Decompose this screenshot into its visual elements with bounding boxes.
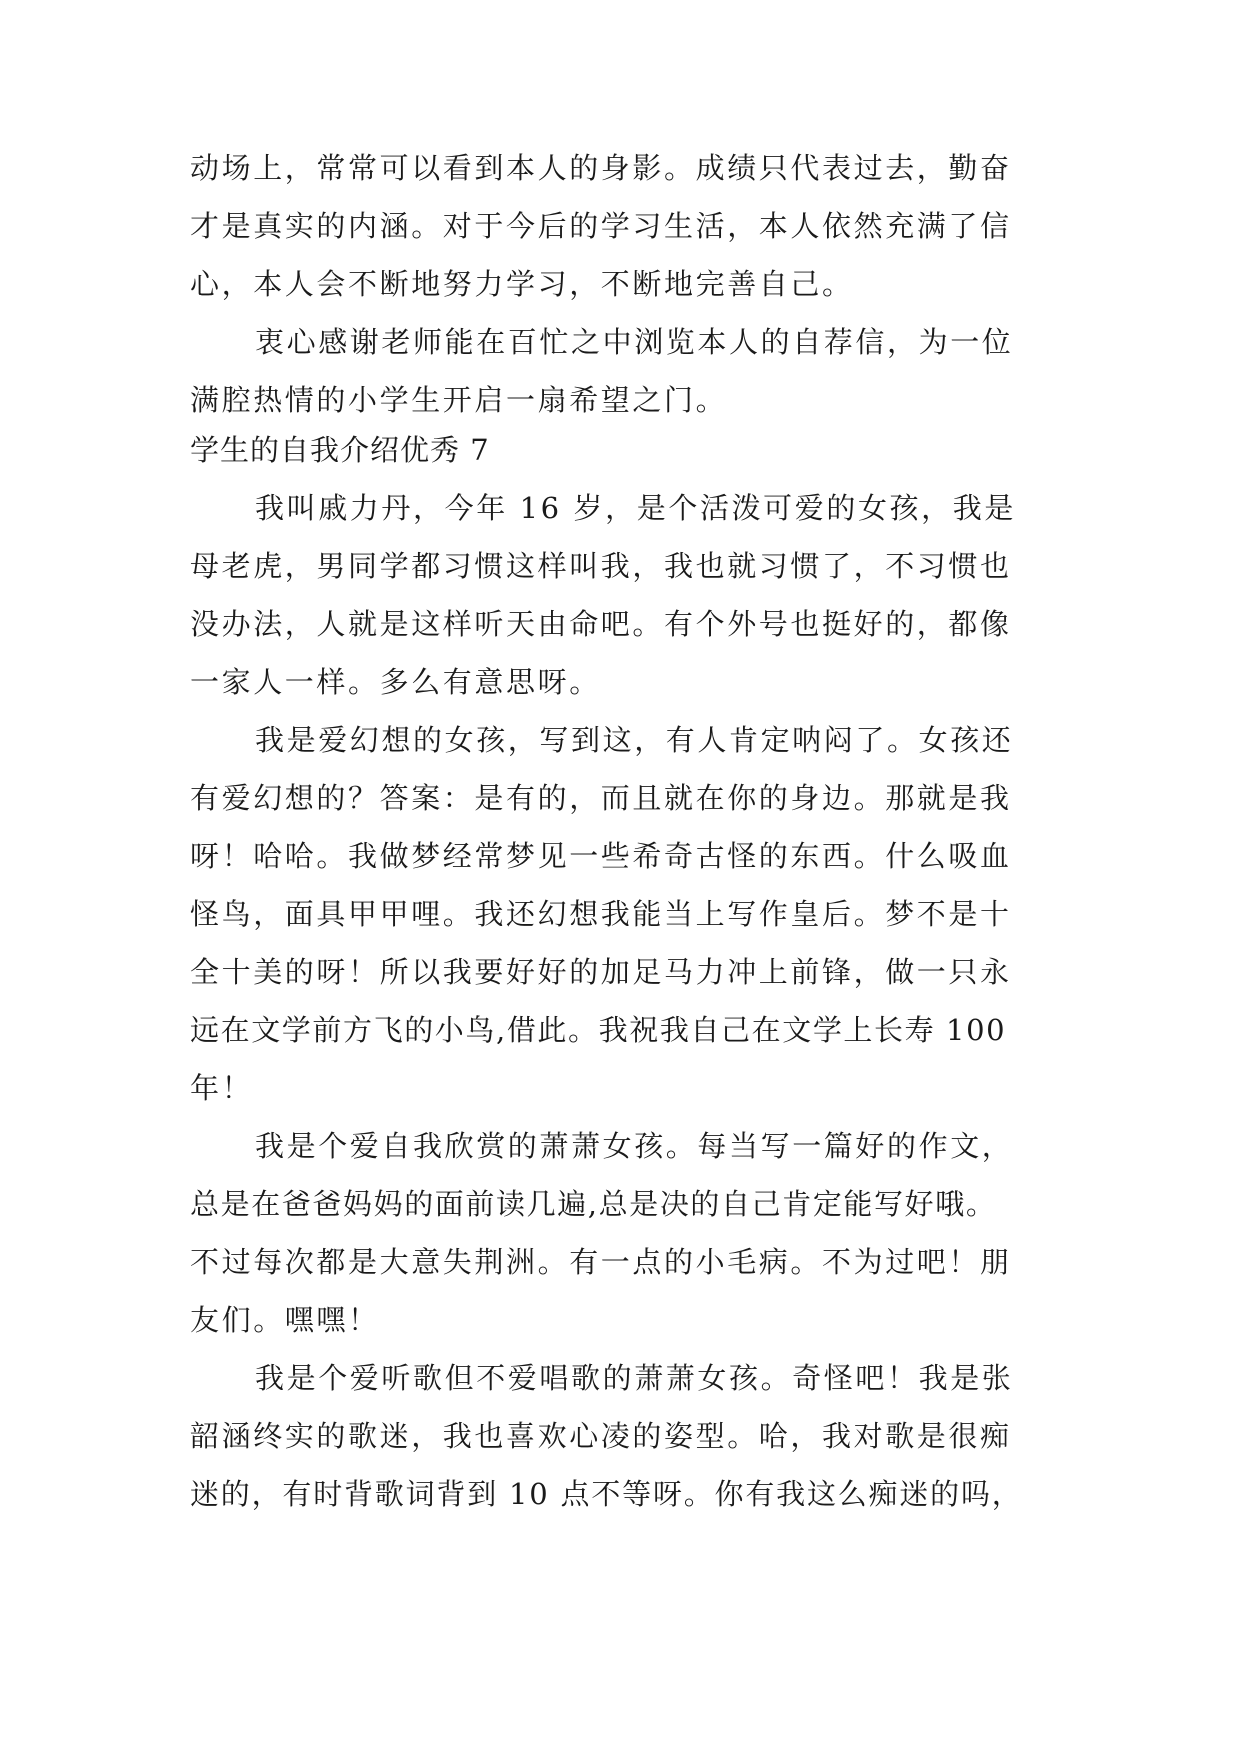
text-line: 才是真实的内涵。对于今后的学习生活，本人依然充满了信 [190, 209, 1012, 243]
section-heading: 学生的自我介绍优秀 7 [190, 433, 490, 467]
text-line: 我是个爱自我欣赏的萧萧女孩。每当写一篇好的作文， [255, 1129, 1014, 1163]
text-line: 心，本人会不断地努力学习，不断地完善自己。 [190, 267, 854, 301]
text-line: 总是在爸爸妈妈的面前读几遍,总是决的自己肯定能写好哦。 [190, 1187, 997, 1221]
text-line: 远在文学前方飞的小鸟,借此。我祝我自己在文学上长寿 100 [190, 1013, 1007, 1047]
text-line: 韶涵终实的歌迷，我也喜欢心凌的姿型。哈，我对歌是很痴 [190, 1419, 1012, 1453]
text-line: 不过每次都是大意失荆洲。有一点的小毛病。不为过吧！朋 [190, 1245, 1012, 1279]
text-line: 满腔热情的小学生开启一扇希望之门。 [190, 383, 728, 417]
text-line: 母老虎，男同学都习惯这样叫我，我也就习惯了，不习惯也 [190, 549, 1012, 583]
text-line: 我是个爱听歌但不爱唱歌的萧萧女孩。奇怪吧！我是张 [255, 1361, 1014, 1395]
text-line: 衷心感谢老师能在百忙之中浏览本人的自荐信，为一位 [255, 325, 1014, 359]
text-line: 没办法，人就是这样听天由命吧。有个外号也挺好的，都像 [190, 607, 1012, 641]
text-line: 全十美的呀！所以我要好好的加足马力冲上前锋，做一只永 [190, 955, 1012, 989]
text-line: 怪鸟，面具甲甲哩。我还幻想我能当上写作皇后。梦不是十 [190, 897, 1012, 931]
text-line: 年！ [190, 1071, 254, 1105]
text-line: 我叫戚力丹，今年 16 岁，是个活泼可爱的女孩，我是 [255, 491, 1016, 525]
text-line: 我是爱幻想的女孩，写到这，有人肯定呐闷了。女孩还 [255, 723, 1014, 757]
text-line: 迷的，有时背歌词背到 10 点不等呀。你有我这么痴迷的吗， [190, 1477, 1023, 1511]
text-line: 有爱幻想的？答案：是有的，而且就在你的身边。那就是我 [190, 781, 1012, 815]
text-line: 呀！哈哈。我做梦经常梦见一些希奇古怪的东西。什么吸血 [190, 839, 1012, 873]
text-line: 友们。嘿嘿！ [190, 1303, 380, 1337]
text-line: 一家人一样。多么有意思呀。 [190, 665, 601, 699]
text-line: 动场上，常常可以看到本人的身影。成绩只代表过去，勤奋 [190, 151, 1012, 185]
